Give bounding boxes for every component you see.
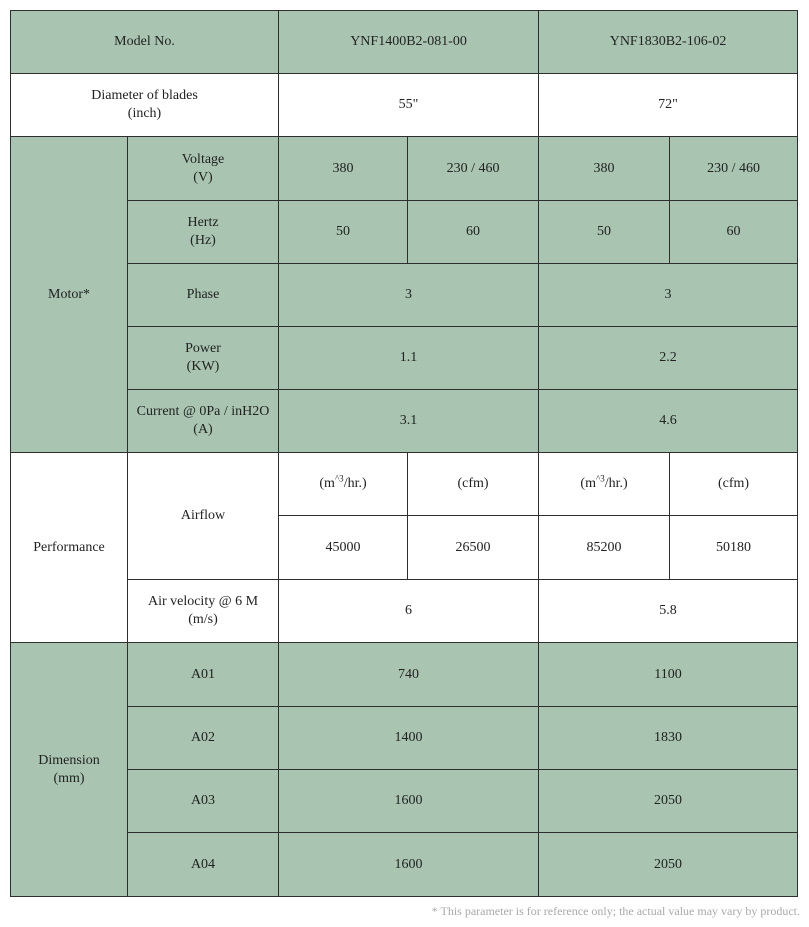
- diameter-2: 72": [539, 74, 798, 137]
- spec-table: [10, 10, 798, 897]
- performance-label: Performance: [11, 453, 128, 643]
- a03-1: 1600: [279, 770, 539, 833]
- diameter-row: [11, 74, 798, 137]
- a02-2: 1830: [539, 707, 798, 770]
- phase-row: [11, 264, 798, 327]
- footnote: * This parameter is for reference only; the actual value may vary by product.: [431, 904, 800, 918]
- phase-label: Phase: [128, 264, 279, 327]
- hertz-2: 60: [408, 201, 539, 264]
- airflow-unit-cfm-1: (cfm): [408, 453, 539, 516]
- airflow-2: 26500: [408, 516, 539, 580]
- a01-1: 740: [279, 643, 539, 707]
- a03-2: 2050: [539, 770, 798, 833]
- dimension-row-a01: [11, 643, 798, 707]
- air-velocity-row: [11, 580, 798, 643]
- a01-2: 1100: [539, 643, 798, 707]
- current-1: 3.1: [279, 390, 539, 453]
- current-label: Current @ 0Pa / inH2O (A): [128, 390, 279, 453]
- phase-2: 3: [539, 264, 798, 327]
- voltage-4: 230 / 460: [670, 137, 798, 201]
- a02-1: 1400: [279, 707, 539, 770]
- voltage-2: 230 / 460: [408, 137, 539, 201]
- hertz-1: 50: [279, 201, 408, 264]
- dimension-row-a04: [11, 833, 798, 897]
- hertz-row: [11, 201, 798, 264]
- air-velocity-2: 5.8: [539, 580, 798, 643]
- current-2: 4.6: [539, 390, 798, 453]
- voltage-row: [11, 137, 798, 201]
- airflow-unit-m3-2: $(m^{\^{}3}/hr.)$: [539, 453, 670, 516]
- model-row: [11, 11, 798, 74]
- voltage-label: Voltage (V): [128, 137, 279, 201]
- motor-label: Motor*: [11, 137, 128, 453]
- airflow-label: Airflow: [128, 453, 279, 580]
- power-2: 2.2: [539, 327, 798, 390]
- power-1: 1.1: [279, 327, 539, 390]
- airflow-1: 45000: [279, 516, 408, 580]
- a04-1: 1600: [279, 833, 539, 897]
- hertz-4: 60: [670, 201, 798, 264]
- dimension-row-a03: [11, 770, 798, 833]
- hertz-label: Hertz (Hz): [128, 201, 279, 264]
- voltage-3: 380: [539, 137, 670, 201]
- a04-label: A04: [128, 833, 279, 897]
- power-label: Power (KW): [128, 327, 279, 390]
- a01-label: A01: [128, 643, 279, 707]
- model-2: YNF1830B2-106-02: [539, 11, 798, 74]
- hertz-3: 50: [539, 201, 670, 264]
- model-label: Model No.: [11, 11, 279, 74]
- a04-2: 2050: [539, 833, 798, 897]
- a02-label: A02: [128, 707, 279, 770]
- diameter-1: 55": [279, 74, 539, 137]
- diameter-label: Diameter of blades (inch): [11, 74, 279, 137]
- air-velocity-label: Air velocity @ 6 M (m/s): [128, 580, 279, 643]
- dimension-row-a02: [11, 707, 798, 770]
- voltage-1: 380: [279, 137, 408, 201]
- airflow-4: 50180: [670, 516, 798, 580]
- air-velocity-1: 6: [279, 580, 539, 643]
- model-1: YNF1400B2-081-00: [279, 11, 539, 74]
- airflow-unit-m3-1: $(m^{\^{}3}/hr.)$: [279, 453, 408, 516]
- current-row: [11, 390, 798, 453]
- dimension-label: Dimension (mm): [11, 643, 128, 897]
- airflow-unit-cfm-2: (cfm): [670, 453, 798, 516]
- power-row: [11, 327, 798, 390]
- airflow-3: 85200: [539, 516, 670, 580]
- airflow-units-row: [11, 453, 798, 516]
- a03-label: A03: [128, 770, 279, 833]
- phase-1: 3: [279, 264, 539, 327]
